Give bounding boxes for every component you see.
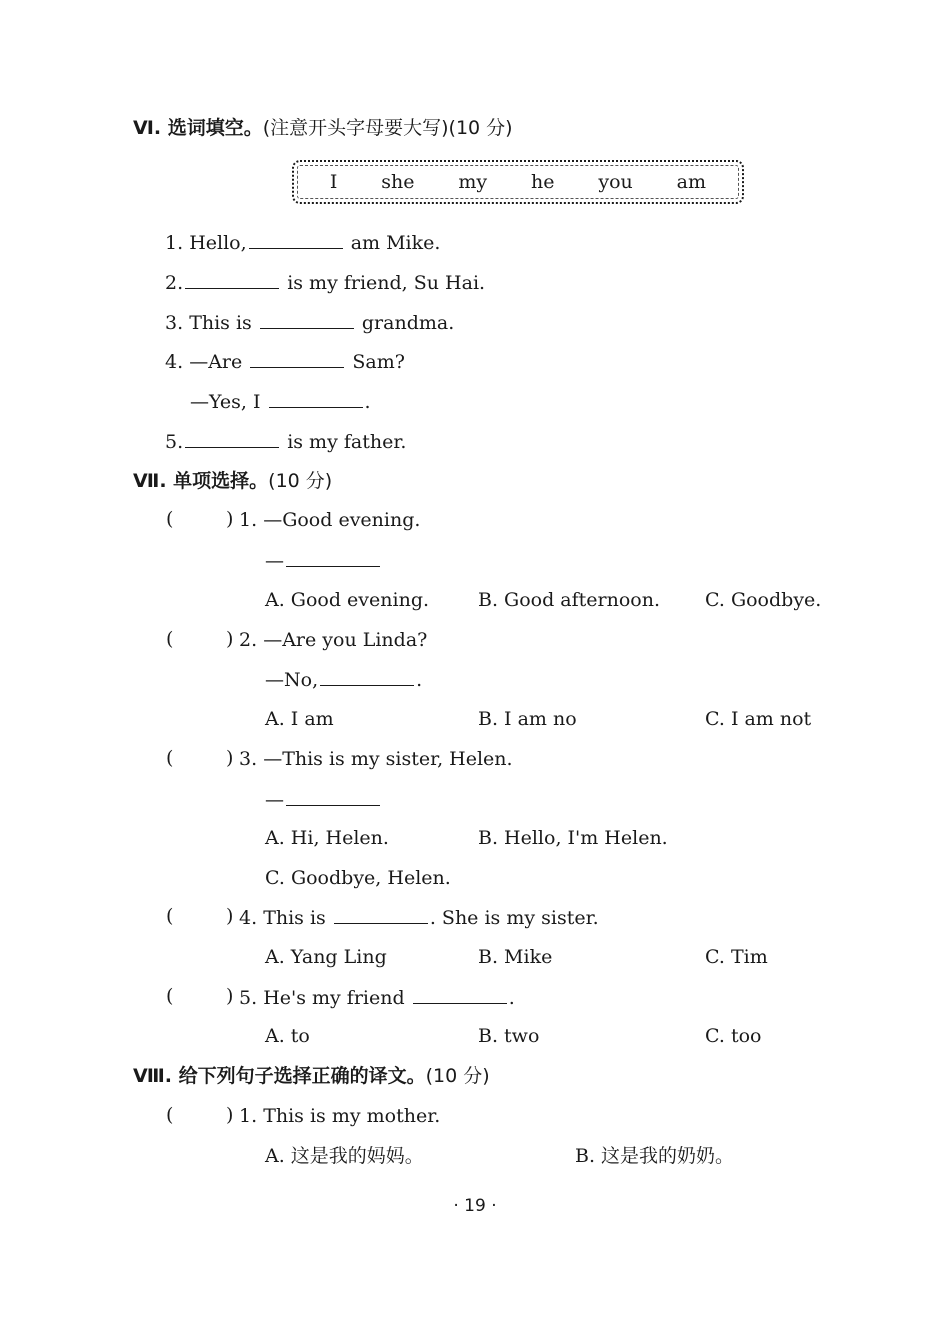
word-bank-item: I xyxy=(329,171,338,193)
answer-blank[interactable] xyxy=(286,548,380,567)
answer-blank[interactable] xyxy=(249,230,343,249)
answer-paren-open: ( xyxy=(166,508,174,530)
mc-option-c: C. Goodbye. xyxy=(705,589,822,611)
answer-blank[interactable] xyxy=(413,985,507,1004)
translation-option-a: A. 这是我的妈妈。 xyxy=(265,1145,424,1167)
answer-paren-open: ( xyxy=(166,985,174,1007)
mc-option-b: B. Mike xyxy=(478,946,553,968)
mc-question-1: 1. —Good evening. xyxy=(239,509,421,531)
mc-option-a: A. Hi, Helen. xyxy=(265,827,389,849)
answer-paren-open: ( xyxy=(166,905,174,927)
answer-blank[interactable] xyxy=(286,787,380,806)
mc-option-c: C. I am not xyxy=(705,708,812,730)
answer-paren-close: ) xyxy=(226,985,234,1007)
mc-option-a: A. Good evening. xyxy=(265,589,430,611)
mc-option-c: C. Goodbye, Helen. xyxy=(265,867,451,889)
mc-option-c: C. Tim xyxy=(705,946,768,968)
answer-paren-close: ) xyxy=(226,905,234,927)
mc-question-3-reply: — xyxy=(265,787,382,812)
mc-question-2: 2. —Are you Linda? xyxy=(239,629,428,651)
answer-blank[interactable] xyxy=(334,905,428,924)
answer-paren-open: ( xyxy=(166,1104,174,1126)
mc-option-b: B. Hello, I'm Helen. xyxy=(478,827,668,849)
word-bank-item: my xyxy=(458,171,488,193)
fill-item-3: 3. This is grandma. xyxy=(165,312,455,334)
answer-blank[interactable] xyxy=(260,310,354,329)
mc-question-1-reply: — xyxy=(265,548,382,573)
page-number: · 19 · xyxy=(453,1196,497,1216)
answer-blank[interactable] xyxy=(320,667,414,686)
mc-option-c: C. too xyxy=(705,1025,762,1047)
fill-item-2: 2. is my friend, Su Hai. xyxy=(165,272,486,294)
word-bank-item: she xyxy=(381,171,415,193)
answer-paren-open: ( xyxy=(166,747,174,769)
section-6-heading: Ⅵ. 选词填空。(注意开头字母要大写)(10 分) xyxy=(133,117,513,139)
mc-question-5: 5. He's my friend . xyxy=(239,987,515,1009)
fill-item-4: 4. —Are Sam? xyxy=(165,351,405,373)
section-7-heading: Ⅶ. 单项选择。(10 分) xyxy=(133,470,333,492)
fill-item-4-reply: —Yes, I . xyxy=(190,391,371,413)
answer-blank[interactable] xyxy=(185,429,279,448)
mc-option-a: A. Yang Ling xyxy=(265,946,387,968)
answer-paren-open: ( xyxy=(166,628,174,650)
word-bank-box xyxy=(292,160,744,204)
word-bank-item: he xyxy=(531,171,555,193)
answer-blank[interactable] xyxy=(185,270,279,289)
mc-option-b: B. Good afternoon. xyxy=(478,589,661,611)
answer-paren-close: ) xyxy=(226,747,234,769)
answer-blank[interactable] xyxy=(250,349,344,368)
mc-option-a: A. to xyxy=(265,1025,310,1047)
fill-item-5: 5. is my father. xyxy=(165,431,407,453)
word-bank-item: you xyxy=(598,171,633,193)
mc-question-2-reply: —No, . xyxy=(265,669,423,691)
answer-paren-close: ) xyxy=(226,628,234,650)
translation-option-b: B. 这是我的奶奶。 xyxy=(575,1145,735,1167)
word-bank-item: am xyxy=(676,171,706,193)
answer-paren-close: ) xyxy=(226,508,234,530)
answer-blank[interactable] xyxy=(269,389,363,408)
mc-option-b: B. two xyxy=(478,1025,540,1047)
section-8-heading: Ⅷ. 给下列句子选择正确的译文。(10 分) xyxy=(133,1065,490,1087)
mc-option-b: B. I am no xyxy=(478,708,577,730)
translation-question-1: 1. This is my mother. xyxy=(239,1105,441,1127)
mc-option-a: A. I am xyxy=(265,708,334,730)
mc-question-4: 4. This is . She is my sister. xyxy=(239,907,599,929)
fill-item-1: 1. Hello, am Mike. xyxy=(165,232,441,254)
mc-question-3: 3. —This is my sister, Helen. xyxy=(239,748,513,770)
answer-paren-close: ) xyxy=(226,1104,234,1126)
